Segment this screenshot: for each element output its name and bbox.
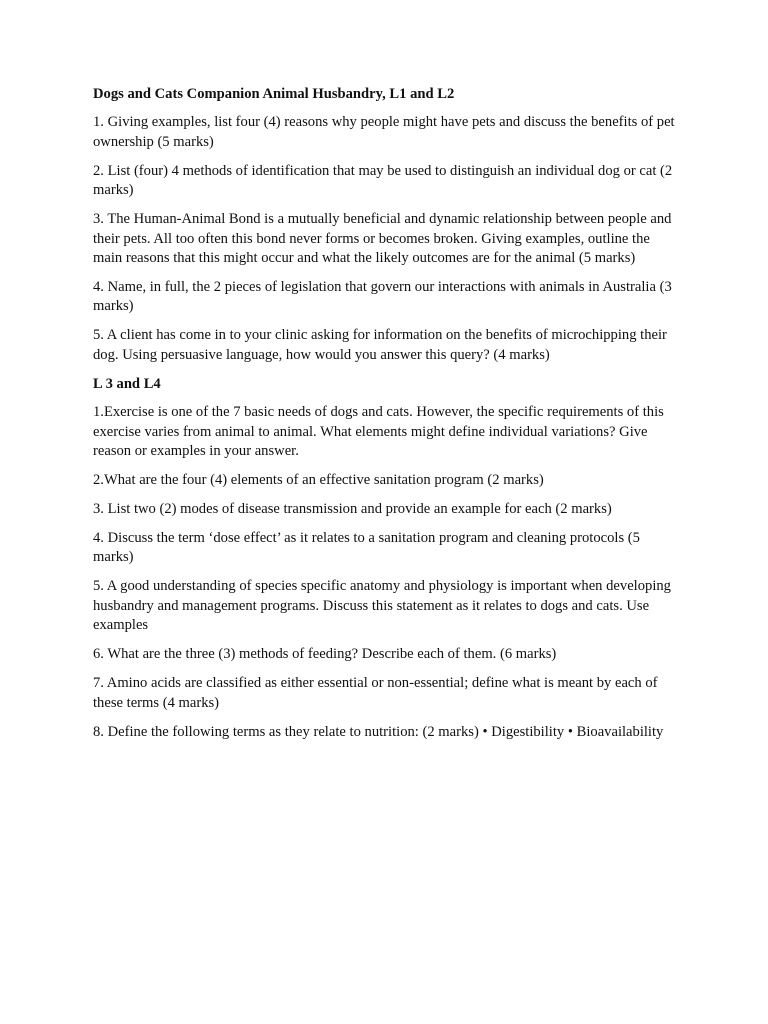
question-l3-4: 4. Discuss the term ‘dose effect’ as it relates to a sanitation program and cleaning protocols (5 marks) [93, 530, 640, 566]
question-l1-2: 2. List (four) 4 methods of identification that may be used to distinguish an individual dog or cat (2 marks) [93, 162, 673, 199]
question-l3-1: 1.Exercise is one of the 7 basic needs of dogs and cats. However, the specific requirements of this exercise varies from animal to animal. What elements might define individual variations? Give reason or examples in your answer. [93, 404, 664, 460]
document-title: Dogs and Cats Companion Animal Husbandry, L1 and L2 [93, 86, 455, 102]
section-heading-l3-l4: L 3 and L4 [93, 375, 161, 392]
question-l3-5: 5. A good understanding of species specific anatomy and physiology is important when developing husbandry and management programs. Discuss this statement as it relates to dogs and cats. Use examples [93, 578, 671, 634]
question-l1-3: 3. The Human-Animal Bond is a mutually beneficial and dynamic relationship between people and their pets. All too often this bond never forms or becomes broken. Giving examples, outline the main reasons that this might occur and what the likely outcomes are for the animal (5 marks) [93, 211, 672, 267]
question-l3-6: 6. What are the three (3) methods of feeding? Describe each of them. (6 marks) [93, 646, 557, 663]
question-l1-5: 5. A client has come in to your clinic asking for information on the benefits of microchipping their dog. Using persuasive language, how would you answer this query? (4 marks) [93, 327, 667, 363]
question-l1-1: 1. Giving examples, list four (4) reasons why people might have pets and discuss the benefits of pet ownership (5 marks) [93, 114, 675, 150]
question-l1-4: 4. Name, in full, the 2 pieces of legislation that govern our interactions with animals in Australia (3 marks) [93, 279, 672, 315]
question-l3-7: 7. Amino acids are classified as either essential or non-essential; define what is meant by each of these terms (4 marks) [93, 675, 658, 711]
question-l3-3: 3. List two (2) modes of disease transmission and provide an example for each (2 marks) [93, 501, 612, 518]
document-page [93, 85, 678, 752]
question-l3-8: 8. Define the following terms as they relate to nutrition: (2 marks) • Digestibility • Bioavailability [93, 723, 664, 740]
question-l3-2: 2.What are the four (4) elements of an effective sanitation program (2 marks) [93, 472, 544, 489]
